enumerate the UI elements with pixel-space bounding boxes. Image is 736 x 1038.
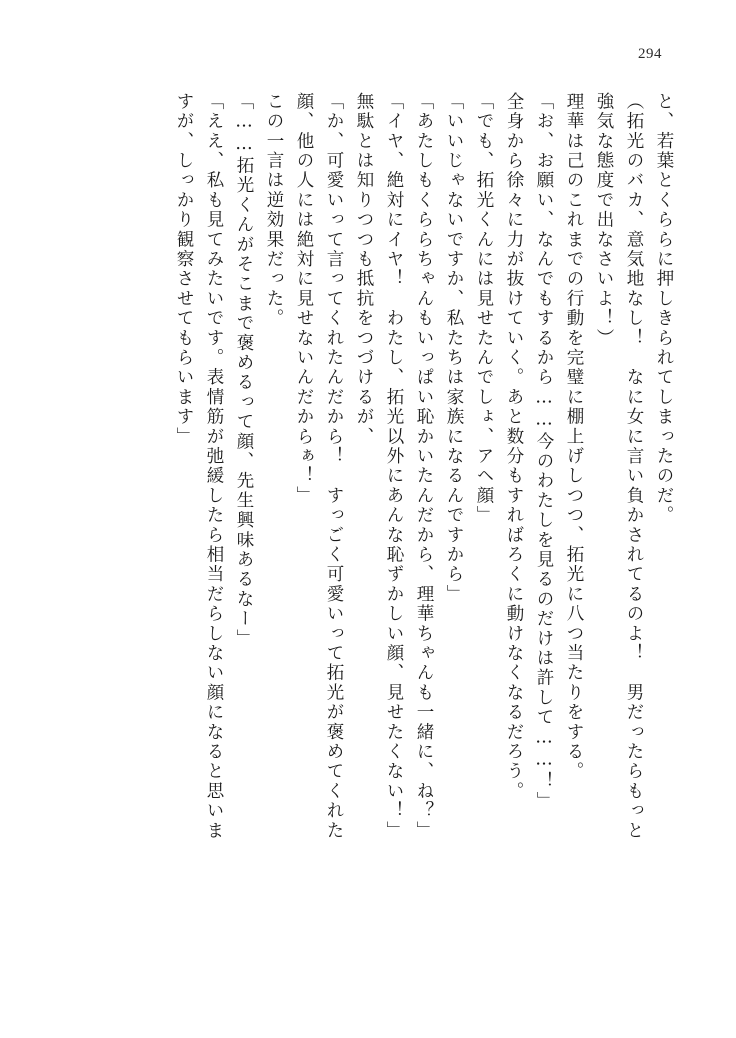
text-column: 「か、可愛いって言ってくれたんだから！ すっごく可愛いって拓光が褒めてくれた — [324, 92, 344, 841]
text-column: すが、しっかり観察させてもらいます」 — [174, 92, 194, 447]
text-column: 「でも、拓光くんには見せたんでしょ、アヘ顔」 — [474, 92, 494, 526]
text-column: 「ええ、私も見てみたいです。表情筋が弛緩したら相当だらしない顔になると思いま — [204, 92, 224, 841]
text-column: 全身から徐々に力が抜けていく。あと数分もすればろくに動けなくなるだろう。 — [504, 92, 524, 802]
text-column: 顔、他の人には絶対に見せないんだからぁ！」 — [294, 92, 314, 506]
text-column: この一言は逆効果だった。 — [264, 92, 284, 329]
text-column: 理華は己のこれまでの行動を完璧に棚上げしつつ、拓光に八つ当たりをする。 — [564, 92, 584, 782]
text-column: （拓光のバカ、意気地なし！ なに女に言い負かされてるのよ！ 男だったらもっと — [624, 92, 644, 841]
text-column: 強気な態度で出なさいよ！） — [594, 92, 614, 349]
text-column: 無駄とは知りつつも抵抗をつづけるが、 — [354, 92, 374, 447]
text-column: 「……拓光くんがそこまで褒めるって顔、先生興味あるなー」 — [234, 92, 254, 649]
text-column: 「お、お願い、なんでもするから……今のわたしを見るのだけは許して……！」 — [534, 92, 554, 812]
page-number: 294 — [638, 46, 662, 62]
text-column: 「イヤ、絶対にイヤ！ わたし、拓光以外にあんな恥ずかしい顔、見せたくない！」 — [384, 92, 404, 841]
text-column: と、若葉とくららに押しきられてしまったのだ。 — [654, 92, 674, 526]
text-column: 「あたしもくららちゃんもいっぱい恥かいたんだから、理華ちゃんも一緒に、ね？」 — [414, 92, 434, 841]
text-column: 「いいじゃないですか、私たちは家族になるんですから」 — [444, 92, 464, 605]
vertical-text-body — [86, 92, 672, 972]
